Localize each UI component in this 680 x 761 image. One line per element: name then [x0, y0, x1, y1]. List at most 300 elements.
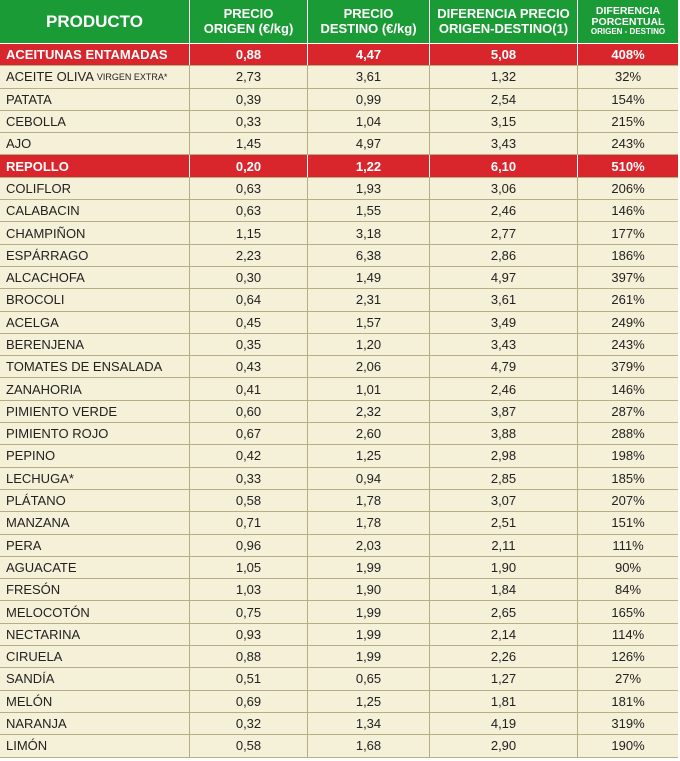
cell-precio-destino [308, 44, 430, 65]
cell-precio-destino-value: 1,20 [355, 337, 382, 352]
cell-precio-origen-value: 0,71 [235, 515, 262, 531]
cell-precio-destino [308, 445, 430, 466]
cell-diferencia-value: 2,85 [490, 470, 517, 486]
cell-producto [0, 401, 190, 422]
cell-precio-origen-value: 0,39 [235, 91, 262, 107]
cell-producto-value: AGUACATE [6, 559, 77, 575]
cell-porcentaje-value: 190% [611, 738, 645, 754]
cell-porcentaje [578, 490, 678, 511]
header-producto [0, 0, 190, 43]
cell-producto-value: LECHUGA* [6, 470, 74, 486]
cell-producto-value: PLÁTANO [6, 493, 66, 509]
cell-diferencia-value: 3,87 [490, 403, 517, 419]
cell-porcentaje [578, 401, 678, 422]
cell-diferencia-value: 3,43 [490, 337, 517, 352]
cell-porcentaje [578, 312, 678, 333]
cell-precio-origen [190, 535, 308, 556]
cell-diferencia [430, 334, 578, 355]
cell-precio-destino [308, 579, 430, 600]
cell-diferencia-value: 4,79 [490, 359, 517, 375]
cell-precio-origen [190, 378, 308, 399]
cell-producto-value: ACELGA [6, 314, 59, 330]
cell-precio-destino-value: 1,99 [355, 649, 382, 665]
cell-precio-destino [308, 535, 430, 556]
cell-porcentaje-value: 261% [611, 292, 645, 308]
cell-producto [0, 713, 190, 734]
cell-producto-value: ESPÁRRAGO [6, 247, 89, 263]
cell-diferencia-value: 4,97 [490, 270, 517, 286]
cell-precio-destino [308, 312, 430, 333]
cell-porcentaje-value: 181% [611, 693, 645, 709]
cell-precio-destino [308, 133, 430, 154]
cell-diferencia [430, 111, 578, 132]
table-row [0, 111, 678, 133]
cell-precio-destino [308, 178, 430, 199]
header-porcentual-line3: ORIGEN - DESTINO [590, 27, 666, 37]
cell-precio-destino [308, 557, 430, 578]
cell-producto-value: MANZANA [6, 515, 70, 531]
cell-precio-origen [190, 267, 308, 288]
cell-diferencia [430, 624, 578, 645]
table-row [0, 334, 678, 356]
cell-precio-origen-value: 0,32 [235, 716, 262, 732]
cell-porcentaje-value: 84% [614, 582, 642, 598]
cell-producto-value: TOMATES DE ENSALADA [6, 359, 163, 375]
cell-diferencia [430, 468, 578, 489]
cell-precio-origen-value: 1,15 [235, 225, 262, 241]
cell-producto [0, 601, 190, 622]
cell-precio-destino-value: 1,55 [355, 203, 382, 219]
cell-diferencia [430, 378, 578, 399]
cell-precio-origen [190, 401, 308, 422]
cell-precio-origen-value: 2,73 [235, 69, 262, 85]
table-row [0, 512, 678, 534]
cell-precio-destino-value: 4,47 [355, 47, 382, 63]
header-porcentual [578, 0, 678, 43]
cell-precio-destino-value: 6,38 [355, 247, 382, 263]
cell-diferencia-value: 3,49 [490, 314, 517, 330]
cell-diferencia [430, 557, 578, 578]
cell-precio-origen [190, 646, 308, 667]
cell-precio-origen-value: 0,45 [235, 314, 262, 330]
cell-diferencia-value: 5,08 [490, 47, 517, 63]
cell-diferencia-value: 1,84 [490, 582, 517, 598]
cell-diferencia-value: 3,61 [490, 292, 517, 308]
cell-precio-destino [308, 601, 430, 622]
cell-precio-destino-value: 1,57 [355, 314, 382, 330]
cell-diferencia [430, 445, 578, 466]
cell-producto-value: MELOCOTÓN [6, 604, 90, 620]
cell-precio-origen-value: 0,60 [235, 403, 262, 419]
cell-porcentaje-value: 165% [611, 604, 645, 620]
header-porcentual-line1: DIFERENCIA [595, 5, 661, 18]
cell-diferencia [430, 222, 578, 243]
cell-diferencia-value: 3,07 [490, 493, 517, 509]
cell-porcentaje-value: 186% [611, 247, 645, 263]
cell-precio-origen [190, 356, 308, 377]
cell-precio-destino [308, 200, 430, 221]
cell-diferencia [430, 44, 578, 65]
cell-precio-destino-value: 2,06 [355, 359, 382, 375]
cell-porcentaje-value: 379% [611, 359, 645, 375]
cell-producto [0, 111, 190, 132]
cell-producto-value: NARANJA [6, 716, 67, 732]
cell-diferencia [430, 267, 578, 288]
cell-precio-destino [308, 624, 430, 645]
cell-producto-value: BROCOLI [6, 292, 65, 308]
cell-diferencia-value: 3,88 [490, 426, 517, 442]
cell-precio-destino-value: 2,03 [355, 537, 382, 553]
cell-producto-value: PERA [6, 537, 42, 553]
cell-porcentaje [578, 200, 678, 221]
table-row [0, 445, 678, 467]
cell-diferencia [430, 490, 578, 511]
cell-precio-origen [190, 66, 308, 87]
cell-precio-destino-value: 1,22 [355, 158, 382, 174]
header-diferencia-line1: DIFERENCIA PRECIO [437, 5, 570, 21]
cell-precio-destino [308, 378, 430, 399]
cell-producto [0, 89, 190, 110]
cell-porcentaje-value: 198% [611, 448, 645, 464]
cell-precio-origen-value: 0,67 [235, 426, 262, 442]
cell-precio-destino-value: 1,99 [355, 604, 382, 620]
cell-diferencia [430, 66, 578, 87]
cell-producto [0, 557, 190, 578]
cell-diferencia [430, 178, 578, 199]
cell-producto-value: NECTARINA [6, 626, 81, 642]
cell-precio-origen-value: 0,41 [235, 381, 262, 397]
cell-porcentaje [578, 334, 678, 355]
cell-producto-value: CEBOLLA [6, 114, 66, 130]
cell-diferencia-value: 2,51 [490, 515, 517, 531]
cell-precio-origen [190, 601, 308, 622]
cell-porcentaje [578, 111, 678, 132]
cell-producto [0, 579, 190, 600]
cell-precio-destino-value: 1,78 [355, 493, 382, 509]
cell-diferencia-value: 6,10 [490, 158, 517, 174]
cell-precio-origen [190, 668, 308, 689]
cell-precio-origen-value: 0,88 [235, 47, 262, 63]
cell-diferencia [430, 535, 578, 556]
cell-diferencia-value: 1,32 [490, 69, 517, 85]
table-row [0, 44, 678, 66]
cell-porcentaje-value: 151% [611, 515, 645, 531]
table-row [0, 133, 678, 155]
cell-producto [0, 267, 190, 288]
cell-precio-destino [308, 512, 430, 533]
cell-porcentaje [578, 155, 678, 176]
cell-producto [0, 289, 190, 310]
cell-porcentaje [578, 579, 678, 600]
cell-porcentaje [578, 646, 678, 667]
cell-diferencia [430, 691, 578, 712]
table-row [0, 222, 678, 244]
cell-producto-value: ACEITE OLIVA [6, 69, 94, 85]
table-row [0, 401, 678, 423]
cell-precio-destino [308, 289, 430, 310]
cell-precio-destino-value: 1,99 [355, 626, 382, 642]
header-precio-origen-line2: ORIGEN (€/kg) [203, 20, 294, 36]
header-diferencia-label [437, 7, 569, 37]
table-row [0, 579, 678, 601]
cell-diferencia [430, 89, 578, 110]
cell-porcentaje-value: 185% [611, 470, 645, 486]
cell-porcentaje [578, 713, 678, 734]
cell-diferencia [430, 668, 578, 689]
table-row [0, 646, 678, 668]
table-row [0, 423, 678, 445]
cell-diferencia-value: 2,11 [491, 537, 516, 553]
cell-producto [0, 512, 190, 533]
cell-precio-destino [308, 334, 430, 355]
cell-diferencia-value: 2,54 [490, 91, 517, 107]
cell-precio-destino [308, 267, 430, 288]
cell-precio-destino-value: 1,78 [355, 515, 382, 531]
cell-porcentaje [578, 245, 678, 266]
header-precio-origen [190, 0, 308, 43]
cell-precio-origen [190, 691, 308, 712]
cell-producto-suffix: VIRGEN EXTRA* [96, 71, 168, 82]
cell-porcentaje [578, 133, 678, 154]
cell-producto [0, 312, 190, 333]
cell-porcentaje [578, 512, 678, 533]
cell-porcentaje-value: 249% [611, 314, 645, 330]
cell-producto-value: ZANAHORIA [6, 381, 82, 397]
cell-precio-origen [190, 200, 308, 221]
cell-precio-origen-value: 0,33 [235, 114, 262, 130]
cell-producto-value: MELÓN [6, 693, 53, 709]
cell-producto [0, 66, 190, 87]
cell-precio-origen [190, 89, 308, 110]
cell-precio-origen [190, 468, 308, 489]
cell-porcentaje-value: 397% [611, 270, 645, 286]
cell-precio-origen [190, 445, 308, 466]
header-precio-destino [308, 0, 430, 43]
cell-diferencia-value: 1,27 [490, 671, 517, 687]
cell-porcentaje [578, 735, 678, 756]
cell-porcentaje-value: 32% [614, 69, 642, 85]
cell-producto [0, 468, 190, 489]
cell-precio-origen [190, 222, 308, 243]
cell-diferencia-value: 2,65 [490, 604, 517, 620]
cell-precio-destino-value: 1,25 [355, 693, 382, 709]
cell-producto-value: REPOLLO [6, 158, 69, 174]
cell-producto-value: SANDÍA [6, 671, 55, 687]
cell-precio-destino-value: 1,01 [355, 381, 382, 397]
cell-porcentaje [578, 89, 678, 110]
cell-producto [0, 624, 190, 645]
table-row [0, 89, 678, 111]
cell-precio-destino [308, 691, 430, 712]
header-producto-label: PRODUCTO [46, 11, 143, 31]
cell-precio-destino-value: 2,31 [355, 292, 382, 308]
cell-precio-destino [308, 66, 430, 87]
cell-precio-origen-value: 1,05 [235, 559, 262, 575]
cell-precio-origen [190, 289, 308, 310]
header-precio-origen-line1: PRECIO [223, 5, 274, 21]
cell-diferencia [430, 356, 578, 377]
cell-diferencia-value: 3,06 [490, 180, 517, 196]
cell-porcentaje [578, 445, 678, 466]
cell-precio-destino [308, 155, 430, 176]
header-precio-destino-line2: DESTINO (€/kg) [320, 20, 417, 36]
cell-precio-origen [190, 178, 308, 199]
cell-diferencia [430, 735, 578, 756]
cell-diferencia [430, 155, 578, 176]
cell-precio-destino [308, 89, 430, 110]
cell-producto [0, 445, 190, 466]
cell-diferencia [430, 289, 578, 310]
cell-precio-origen-value: 0,96 [235, 537, 262, 553]
cell-precio-origen-value: 0,75 [235, 604, 262, 620]
cell-diferencia-value: 3,43 [490, 136, 517, 152]
table-row [0, 245, 678, 267]
cell-porcentaje [578, 356, 678, 377]
cell-diferencia [430, 200, 578, 221]
table-body [0, 44, 678, 758]
cell-porcentaje [578, 66, 678, 87]
cell-porcentaje [578, 378, 678, 399]
cell-producto-value: PATATA [6, 91, 52, 107]
cell-porcentaje [578, 557, 678, 578]
table-row [0, 66, 678, 88]
cell-producto [0, 668, 190, 689]
cell-precio-origen [190, 312, 308, 333]
cell-precio-destino-value: 1,34 [355, 716, 382, 732]
cell-producto [0, 222, 190, 243]
cell-precio-destino-value: 2,60 [355, 426, 382, 442]
table-row [0, 378, 678, 400]
cell-precio-destino-value: 1,25 [355, 448, 382, 464]
cell-precio-destino [308, 668, 430, 689]
cell-producto [0, 423, 190, 444]
header-porcentual-line2: PORCENTUAL [591, 16, 665, 29]
table-row [0, 601, 678, 623]
cell-producto [0, 691, 190, 712]
cell-porcentaje [578, 44, 678, 65]
cell-producto [0, 334, 190, 355]
cell-precio-origen-value: 0,58 [235, 738, 262, 754]
cell-precio-origen [190, 133, 308, 154]
table-row [0, 557, 678, 579]
cell-precio-destino [308, 713, 430, 734]
cell-porcentaje-value: 90% [614, 559, 642, 575]
cell-precio-destino [308, 222, 430, 243]
cell-precio-destino-value: 0,65 [355, 671, 382, 687]
cell-precio-origen [190, 334, 308, 355]
cell-producto [0, 245, 190, 266]
header-precio-destino-label [320, 7, 416, 37]
table-row [0, 312, 678, 334]
cell-diferencia-value: 1,90 [490, 559, 517, 575]
cell-precio-destino-value: 0,94 [355, 470, 382, 486]
table-row [0, 624, 678, 646]
table-row [0, 289, 678, 311]
table-header [0, 0, 678, 44]
table-row [0, 535, 678, 557]
cell-producto [0, 378, 190, 399]
cell-producto-value: AJO [6, 136, 32, 152]
cell-producto-value: CIRUELA [6, 649, 63, 665]
cell-precio-destino [308, 468, 430, 489]
cell-producto [0, 735, 190, 756]
cell-producto [0, 155, 190, 176]
cell-porcentaje-value: 243% [611, 337, 645, 352]
table-row [0, 200, 678, 222]
cell-diferencia [430, 133, 578, 154]
table-row [0, 267, 678, 289]
cell-producto [0, 490, 190, 511]
cell-producto [0, 133, 190, 154]
cell-porcentaje-value: 146% [611, 381, 645, 397]
cell-precio-origen [190, 111, 308, 132]
cell-precio-origen [190, 735, 308, 756]
cell-diferencia [430, 601, 578, 622]
cell-precio-origen [190, 44, 308, 65]
cell-producto-value: COLIFLOR [6, 180, 72, 196]
cell-producto-value: PIMIENTO ROJO [6, 426, 109, 442]
cell-producto [0, 646, 190, 667]
cell-precio-destino-value: 0,99 [355, 91, 382, 107]
cell-diferencia [430, 312, 578, 333]
cell-diferencia [430, 512, 578, 533]
cell-porcentaje [578, 423, 678, 444]
cell-porcentaje-value: 177% [611, 225, 645, 241]
cell-porcentaje-value: 114% [611, 626, 645, 642]
cell-precio-origen-value: 0,20 [235, 158, 262, 174]
cell-precio-origen-value: 0,33 [235, 470, 262, 486]
cell-porcentaje [578, 535, 678, 556]
cell-porcentaje [578, 468, 678, 489]
cell-precio-origen [190, 490, 308, 511]
cell-diferencia [430, 423, 578, 444]
cell-precio-destino [308, 646, 430, 667]
cell-precio-destino-value: 1,99 [355, 559, 382, 575]
cell-precio-destino [308, 356, 430, 377]
cell-producto [0, 44, 190, 65]
cell-precio-origen [190, 245, 308, 266]
cell-diferencia-value: 2,86 [490, 247, 517, 263]
cell-precio-origen [190, 155, 308, 176]
cell-diferencia-value: 2,26 [490, 649, 517, 665]
cell-porcentaje-value: 215% [611, 114, 645, 130]
cell-porcentaje-value: 207% [611, 493, 645, 509]
cell-precio-origen-value: 0,35 [235, 337, 262, 352]
cell-porcentaje [578, 267, 678, 288]
cell-diferencia [430, 713, 578, 734]
cell-precio-origen [190, 624, 308, 645]
header-precio-destino-line1: PRECIO [343, 5, 394, 21]
cell-porcentaje-value: 510% [611, 158, 645, 174]
cell-precio-destino [308, 245, 430, 266]
cell-producto-value: PEPINO [6, 448, 56, 464]
cell-diferencia-value: 4,19 [490, 716, 517, 732]
cell-precio-origen [190, 579, 308, 600]
cell-diferencia-value: 2,98 [490, 448, 517, 464]
cell-porcentaje-value: 288% [611, 426, 645, 442]
cell-precio-destino-value: 3,18 [355, 225, 382, 241]
cell-precio-destino [308, 111, 430, 132]
header-diferencia-line2: ORIGEN-DESTINO(1) [438, 20, 569, 36]
cell-porcentaje-value: 146% [611, 203, 645, 219]
cell-precio-origen [190, 557, 308, 578]
cell-porcentaje-value: 319% [611, 716, 645, 732]
cell-precio-origen-value: 1,03 [235, 582, 262, 598]
cell-producto [0, 178, 190, 199]
header-diferencia [430, 0, 578, 43]
header-precio-origen-label [204, 7, 294, 37]
cell-producto-value: LIMÓN [6, 738, 48, 754]
